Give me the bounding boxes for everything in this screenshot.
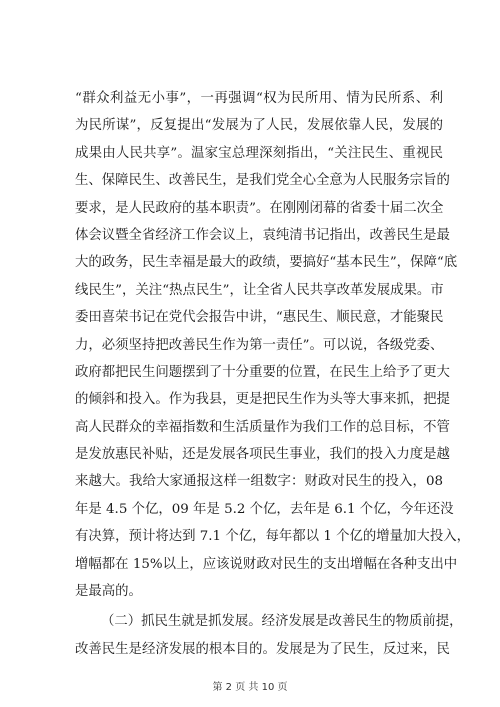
text-line: （二）抓民生就是抓发展。经济发展是改善民生的物质前提， [101, 614, 463, 630]
text-line: 生、保障民生、改善民生，是我们党全心全意为人民服务宗旨的 [75, 173, 450, 189]
text-line: 有决算，预计将达到 7.1 个亿，每年都以 1 个亿的增量加大投入， [75, 529, 470, 545]
text-line: 政府都把民生问题摆到了十分重要的位置，在民生上给予了更大 [75, 364, 450, 380]
text-line: 力，必须坚持把改善民生作为第一责任”。可以说，各级党委、 [75, 337, 444, 353]
text-line: 增幅都在 15%以上，应该说财政对民生的支出增幅在各种支出中 [75, 556, 458, 572]
text-line: 为民所谋”，反复提出“发展为了人民，发展依靠人民，发展的 [75, 118, 443, 134]
paragraph-2 [75, 608, 463, 663]
text-line: 委田喜荣书记在党代会报告中讲，“惠民生、顺民意，才能聚民 [75, 310, 444, 326]
text-line: 来越大。我给大家通报这样一组数字：财政对民生的投入，08 [75, 474, 443, 490]
page-number: 第 2 页 共 10 页 [212, 682, 288, 693]
document-body [75, 85, 470, 663]
text-line: 是发放惠民补贴，还是发展各项民生事业，我们的投入力度是越 [75, 447, 450, 463]
paragraph-1 [75, 85, 470, 605]
text-line: 高人民群众的幸福指数和生活质量作为我们工作的总目标，不管 [75, 419, 450, 435]
text-line: “群众利益无小事”，一再强调“权为民所用、情为民所系、利 [75, 91, 443, 106]
text-line: 的倾斜和投入。作为我县，更是把民生作为头等大事来抓，把提 [75, 392, 450, 408]
text-line: 要求，是人民政府的基本职责”。在刚刚闭幕的省委十届二次全 [75, 200, 444, 216]
text-line: 大的政务，民生幸福是最大的政绩，要搞好“基本民生”，保障“底 [75, 255, 458, 271]
text-line: 改善民生是经济发展的根本目的。发展是为了民生，反过来，民 [75, 641, 450, 657]
page-footer [0, 678, 500, 693]
text-line: 是最高的。 [75, 584, 142, 600]
text-line: 成果由人民共享”。温家宝总理深刻指出，“关注民生、重视民 [75, 145, 443, 161]
text-line: 线民生”，关注“热点民生”，让全省人民共享改革发展成果。市 [75, 282, 444, 298]
text-line: 体会议暨全省经济工作会议上，袁纯清书记指出，改善民生是最 [75, 227, 450, 243]
text-line: 年是 4.5 个亿，09 年是 5.2 个亿，去年是 6.1 个亿，今年还没 [75, 501, 454, 517]
